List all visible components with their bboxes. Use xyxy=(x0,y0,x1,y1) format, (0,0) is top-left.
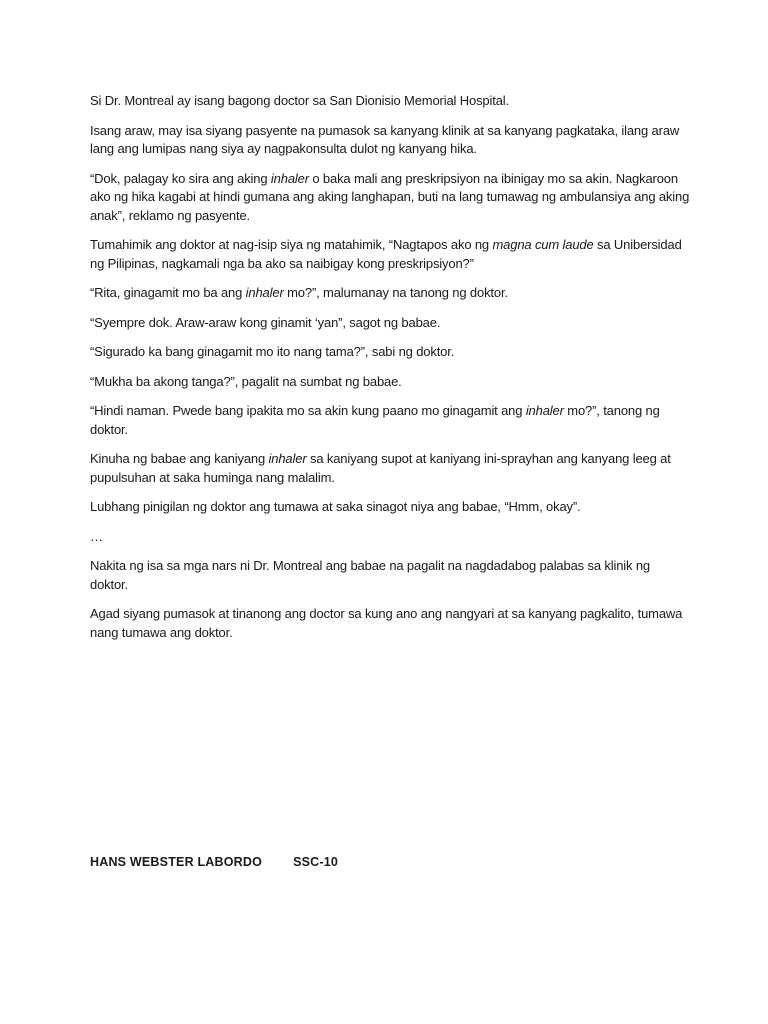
text-run: Isang araw, may isa siyang pasyente na pumasok sa kanyang klinik at sa kanyang pagkataka, ilang araw lang ang lumipas nang siya ay nagpakonsulta dulot ng kanyang hika. xyxy=(90,122,680,156)
paragraph xyxy=(90,498,690,517)
paragraph xyxy=(90,402,690,439)
text-run: Kinuha ng babae ang kaniyang xyxy=(90,451,269,466)
paragraph xyxy=(90,528,690,547)
document-footer xyxy=(90,855,338,869)
paragraph xyxy=(90,373,690,392)
text-run: o baka mali ang preskripsiyon na ibinigay mo sa akin. Nagkaroon ako ng hika kagabi at hindi gumana ang aking langhapan, buti na lang tumawag ng ambulansiya ang aking anak”, reklamo ng pasyente. xyxy=(90,170,690,223)
paragraph xyxy=(90,605,690,642)
text-run: “Sigurado ka bang ginagamit mo ito nang tama?”, sabi ng doktor. xyxy=(90,344,455,359)
text-run: mo?”, tanong ng doktor. xyxy=(90,403,660,437)
paragraph xyxy=(90,343,690,362)
text-run: “Syempre dok. Araw-araw kong ginamit ‘yan”, sagot ng babae. xyxy=(90,314,441,330)
text-run: … xyxy=(90,528,103,544)
author-name: HANS WEBSTER LABORDO xyxy=(90,855,263,869)
text-run: sa kaniyang supot at kaniyang ini-sprayhan ang kanyang leeg at pupulsuhan at saka huminga nang malalim. xyxy=(90,451,671,485)
italic-term: inhaler xyxy=(270,170,309,186)
text-run: Tumahimik ang doktor at nag-isip siya ng matahimik, “Nagtapos ako ng xyxy=(90,237,493,252)
paragraph xyxy=(90,170,690,226)
document-body xyxy=(90,92,690,653)
text-run: Agad siyang pumasok at tinanong ang doctor sa kung ano ang nangyari at sa kanyang pagkalito, tumawa nang tumawa ang doktor. xyxy=(90,606,683,640)
italic-term: inhaler xyxy=(245,285,284,300)
paragraph xyxy=(90,450,690,487)
italic-term: inhaler xyxy=(525,403,564,418)
paragraph xyxy=(90,284,690,303)
paragraph xyxy=(90,92,690,111)
section-code: SSC-10 xyxy=(293,855,339,869)
paragraph xyxy=(90,236,690,273)
paragraph xyxy=(90,314,690,333)
paragraph xyxy=(90,122,690,159)
paragraph xyxy=(90,557,690,594)
text-run: Lubhang pinigilan ng doktor ang tumawa at saka sinagot niya ang babae, “Hmm, okay”. xyxy=(90,499,581,514)
text-run: Nakita ng isa sa mga nars ni Dr. Montreal ang babae na pagalit na nagdadabog palabas sa klinik ng doktor. xyxy=(90,558,650,592)
text-run: “Rita, ginagamit mo ba ang xyxy=(90,285,246,300)
italic-term: magna cum laude xyxy=(492,237,594,252)
text-run: “Mukha ba akong tanga?”, pagalit na sumbat ng babae. xyxy=(90,373,402,389)
text-run: mo?”, malumanay na tanong ng doktor. xyxy=(283,285,508,300)
italic-term: inhaler xyxy=(268,451,307,466)
text-run: sa Unibersidad ng Pilipinas, nagkamali nga ba ako sa naibigay kong preskripsiyon?” xyxy=(90,237,682,271)
text-run: “Dok, palagay ko sira ang aking xyxy=(90,170,271,186)
text-run: Si Dr. Montreal ay isang bagong doctor sa San Dionisio Memorial Hospital. xyxy=(90,93,509,108)
text-run: “Hindi naman. Pwede bang ipakita mo sa akin kung paano mo ginagamit ang xyxy=(90,403,526,418)
